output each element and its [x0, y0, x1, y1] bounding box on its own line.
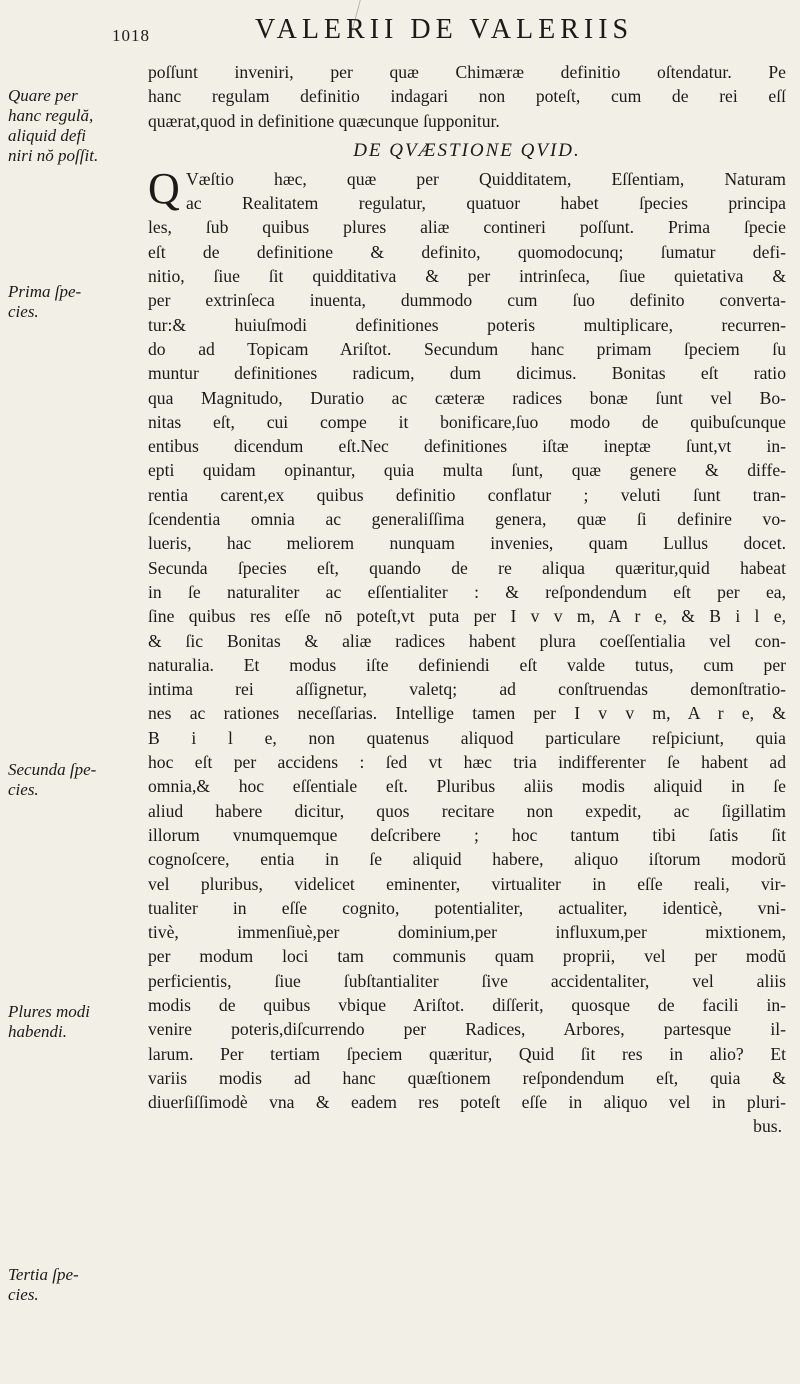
text-line: Væſtio hæc, quæ per Quidditatem, Eſſentiam, Naturam [186, 168, 786, 189]
text-line: modis de quibus vbique Ariſtot. diſſerit, quosque de facili in- [148, 994, 786, 1015]
text-line: perficientis, ſiue ſubſtantialiter ſive accidentaliter, vel aliis [148, 970, 786, 991]
text-line: rentia carent,ex quibus definitio conflatur ; veluti ſunt tran- [148, 484, 786, 505]
text-line: nes ac rationes neceſſarias. Intellige tamen per I v v m, A r e, & [148, 703, 786, 724]
text-line: quærat,quod in definitione quæcunque ſupponitur. [148, 110, 500, 131]
text-line: epti quidam opinantur, quia multa ſunt, quæ genere & diffe- [148, 460, 786, 481]
text-line: nitio, ſiue ſit quidditativa & per intrinſeca, ſiue quietativa & [148, 266, 786, 287]
drop-capital: Q [148, 163, 180, 213]
text-line: vel pluribus, videlicet eminenter, virtualiter in eſſe reali, vir- [148, 873, 786, 894]
margin-note-line: Quare per [8, 86, 78, 105]
margin-note-line: Secunda ſpe- [8, 760, 97, 779]
margin-note-line: cies. [8, 780, 39, 799]
text-line: eſt de definitione & definito, quomodocunq; ſumatur defi- [148, 241, 786, 262]
page-header [0, 0, 800, 60]
text-line: tivè, immenſiuè,per dominium,per influxum,per mixtionem, [148, 922, 786, 943]
text-line: naturalia. Et modus iſte definiendi eſt valde tutus, cum per [148, 654, 786, 675]
text-line: B i l e, non quatenus aliquod particulare reſpiciunt, quia [148, 727, 786, 748]
margin-note-prima-species [8, 282, 146, 322]
text-line: omnia,& hoc eſſentiale eſt. Pluribus aliis modis aliquid in ſe [148, 776, 786, 797]
text-line: venire poteris,diſcurrendo per Radices, Arbores, partesque il- [148, 1019, 786, 1040]
margin-note-tertia-species [8, 1265, 146, 1305]
text-line: cognoſcere, entia in ſe aliquid habere, aliquo iſtorum modorŭ [148, 849, 786, 870]
text-line: ac Realitatem regulatur, quatuor habet ſpecies principa [186, 193, 786, 214]
margin-note-plures-modi [8, 1002, 146, 1042]
text-line: intima rei aſſignetur, valetq; ad conſtruendas demonſtratio- [148, 679, 786, 700]
text-line: per extrinſeca inuenta, dummodo cum ſuo definito converta- [148, 290, 786, 311]
text-line: & ſic Bonitas & aliæ radices habent plura coeſſentialia vel con- [148, 630, 786, 651]
text-line: tur:& huiuſmodi definitiones poteris multiplicare, recurren- [148, 314, 786, 335]
text-line: larum. Per tertiam ſpeciem quæritur, Quid ſit res in alio? Et [148, 1043, 786, 1064]
margin-note-line: hanc regulă, [8, 106, 94, 125]
text-line: Secunda ſpecies eſt, quando de re aliqua quæritur,quid habeat [148, 557, 786, 578]
margin-note-quare-per [8, 86, 146, 166]
text-line: entibus dicendum eſt.Nec definitiones iſtæ ineptæ ſunt,vt in- [148, 436, 786, 457]
text-line: ſcendentia omnia ac generaliſſima genera, quæ ſi definire vo- [148, 509, 786, 530]
main-text-column [148, 60, 786, 1138]
margin-note-line: aliquid defi [8, 126, 86, 145]
margin-note-line: Plures modi [8, 1002, 91, 1021]
text-line: in ſe naturaliter ac eſſentialiter : & reſpondendum eſt per ea, [148, 581, 786, 602]
text-line: qua Magnitudo, Duratio ac cæteræ radices bonæ ſunt vel Bo- [148, 387, 786, 408]
text-line: nitas eſt, cui compe it bonificare,ſuo modo de quibuſcunque [148, 411, 786, 432]
text-line: diuerſiſſimodè vna & eadem res poteſt eſſe in aliquo vel in pluri- [148, 1092, 786, 1113]
paragraph [148, 163, 786, 1115]
running-head: VALERII DE VALERIIS [255, 14, 634, 45]
margin-note-line: Tertia ſpe- [8, 1265, 79, 1284]
text-line: les, ſub quibus plures aliæ contineri poſſunt. Prima ſpecie [148, 217, 786, 238]
text-line: ſine quibus res eſſe nō poteſt,vt puta per I v v m, A r e, & B i l e, [148, 606, 786, 627]
text-line: per modum loci tam communis quam proprii, vel per modŭ [148, 946, 786, 967]
page-number: 1018 [112, 26, 150, 45]
margin-note-line: niri nŏ poſſit. [8, 146, 99, 165]
text-line: lueris, hac meliorem nunquam invenies, quam Lullus docet. [148, 533, 786, 554]
margin-note-line: habendi. [8, 1022, 68, 1041]
text-line: muntur definitiones radicum, dum dicimus. Bonitas eſt ratio [148, 363, 786, 384]
margin-note-secunda-species [8, 760, 146, 800]
margin-note-line: cies. [8, 302, 39, 321]
text-line: hoc eſt per accidens : ſed vt hæc tria indifferenter ſe habent ad [148, 752, 786, 773]
text-line: poſſunt inveniri, per quæ Chimæræ definitio oſtendatur. Pe [148, 62, 786, 82]
text-line: illorum vnumquemque deſcribere ; hoc tantum tibi ſatis ſit [148, 824, 786, 845]
text-line: hanc regulam definitio indagari non poteſt, cum de rei eſſ [148, 86, 786, 107]
margin-note-line: cies. [8, 1285, 39, 1304]
text-line: do ad Topicam Ariſtot. Secundum hanc primam ſpeciem ſu [148, 338, 786, 359]
text-line: variis modis ad hanc quæſtionem reſpondendum eſt, quia & [148, 1067, 786, 1088]
text-line: tualiter in eſſe cognito, potentialiter, actualiter, identicè, vni- [148, 897, 786, 918]
margin-note-line: Prima ſpe- [8, 282, 82, 301]
catchword: bus. [753, 1116, 782, 1137]
text-line: aliud habere dicitur, quos recitare non expedit, ac ſigillatim [148, 800, 786, 821]
section-title: DE QVÆSTIONE QVID. [353, 139, 581, 161]
